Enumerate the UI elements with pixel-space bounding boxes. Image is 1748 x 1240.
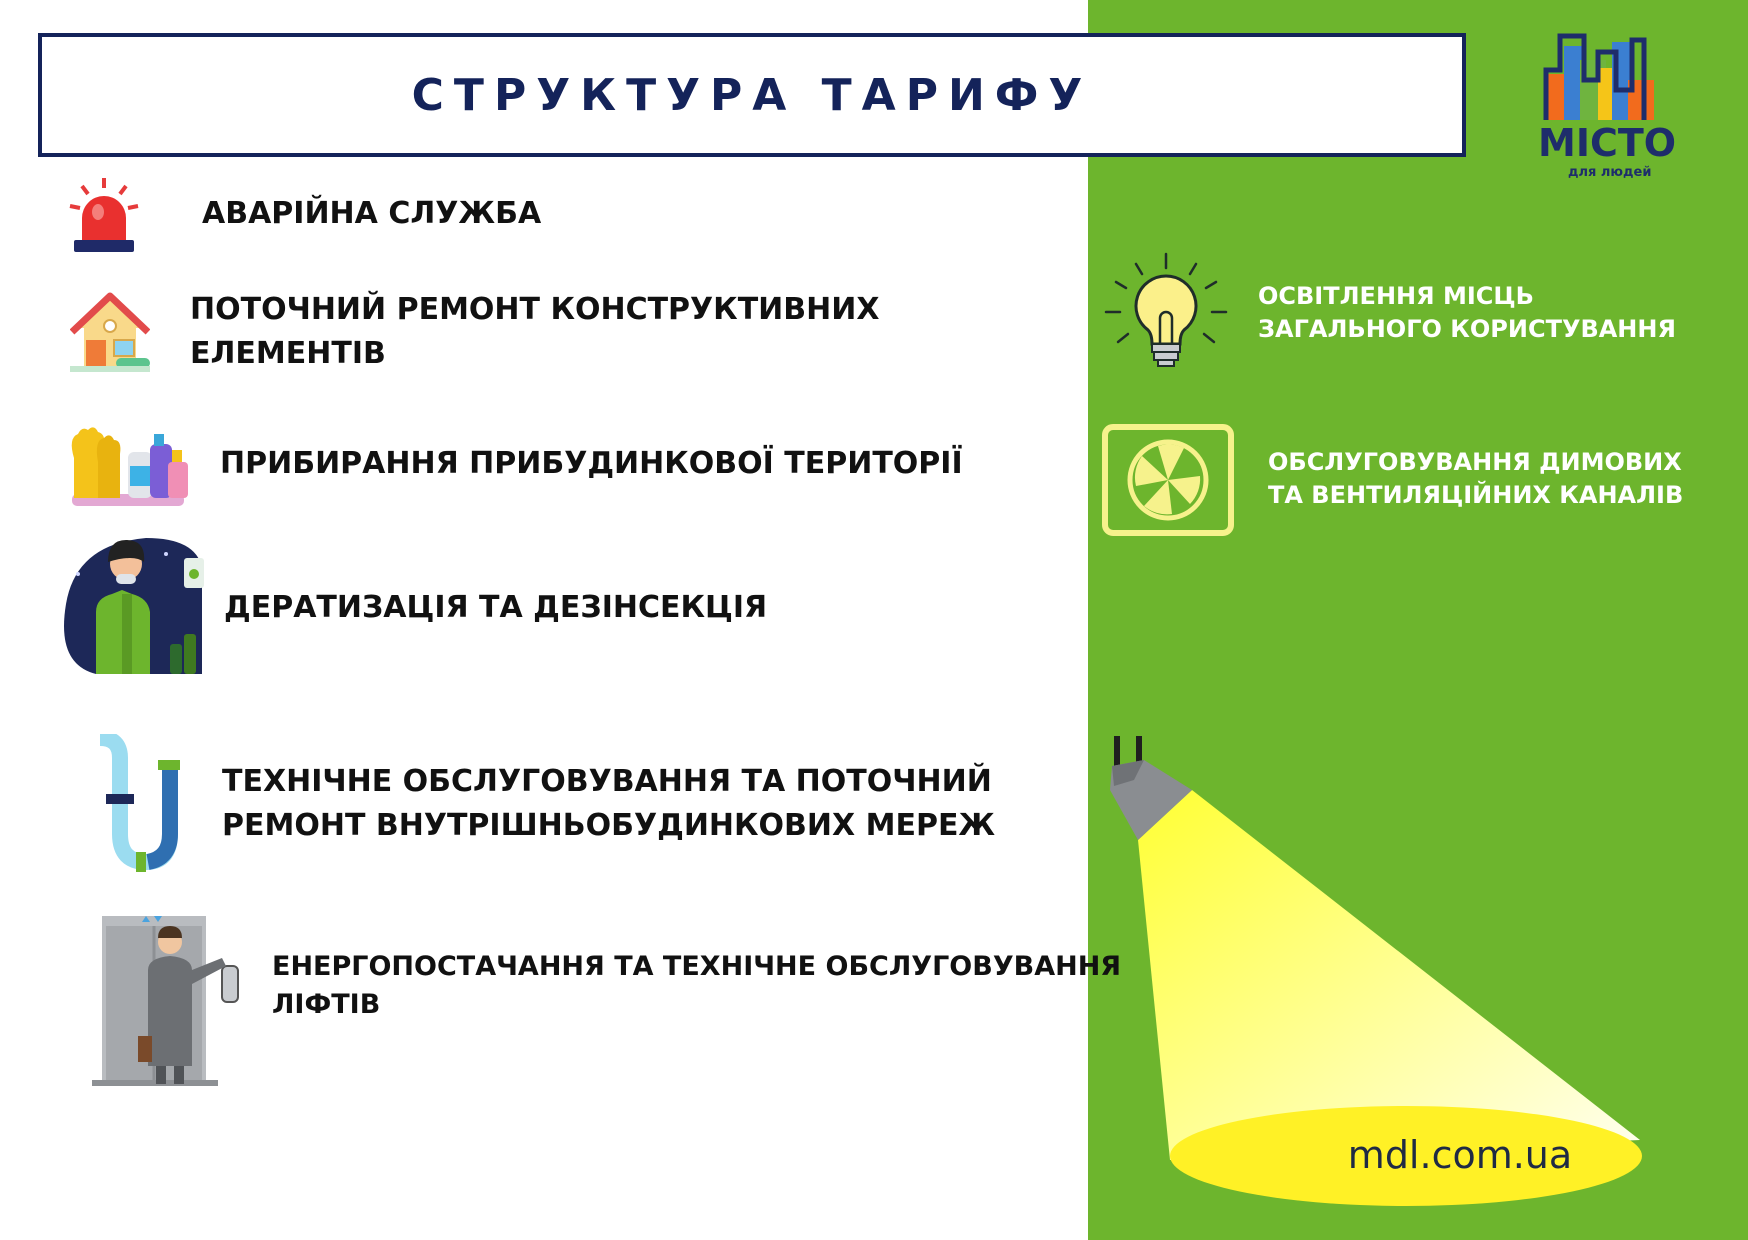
item-structural-repair: ПОТОЧНИЙ РЕМОНТ КОНСТРУКТИВНИХ ЕЛЕМЕНТІВ bbox=[190, 292, 880, 371]
logo-name: МІСТО bbox=[1538, 121, 1677, 165]
item-common-lighting: ОСВІТЛЕННЯ МІСЦЬ ЗАГАЛЬНОГО КОРИСТУВАННЯ bbox=[1258, 282, 1676, 343]
house-icon bbox=[70, 292, 150, 374]
logo-tagline: для людей bbox=[1568, 165, 1652, 180]
light-bulb-icon bbox=[1104, 252, 1228, 376]
item-network-maintenance: ТЕХНІЧНЕ ОБСЛУГОВУВАННЯ ТА ПОТОЧНИЙ РЕМОНТ ВНУТРІШНЬОБУДИНКОВИХ МЕРЕЖ bbox=[222, 764, 996, 843]
pest-control-worker-icon bbox=[56, 534, 206, 684]
cleaning-supplies-icon bbox=[68, 422, 193, 508]
city-logo bbox=[1536, 30, 1686, 185]
item-pest-control: ДЕРАТИЗАЦІЯ ТА ДЕЗІНСЕКЦІЯ bbox=[224, 590, 768, 625]
website-url: mdl.com.ua bbox=[1347, 1133, 1573, 1177]
ventilation-fan-icon bbox=[1102, 424, 1234, 536]
alarm-siren-icon bbox=[68, 178, 140, 253]
item-elevator-service: ЕНЕРГОПОСТАЧАННЯ ТА ТЕХНІЧНЕ ОБСЛУГОВУВАННЯ ЛІФТІВ bbox=[272, 951, 1122, 1020]
title-box bbox=[38, 33, 1466, 157]
page-title: СТРУКТУРА ТАРИФУ bbox=[411, 69, 1093, 121]
item-territory-cleaning: ПРИБИРАННЯ ПРИБУДИНКОВОЇ ТЕРИТОРІЇ bbox=[220, 446, 963, 481]
item-emergency-service: АВАРІЙНА СЛУЖБА bbox=[202, 196, 542, 231]
elevator-icon bbox=[92, 916, 242, 1088]
water-pipe-icon bbox=[90, 734, 180, 874]
item-ventilation-service: ОБСЛУГОВУВАННЯ ДИМОВИХ ТА ВЕНТИЛЯЦІЙНИХ КАНАЛІВ bbox=[1268, 448, 1684, 509]
